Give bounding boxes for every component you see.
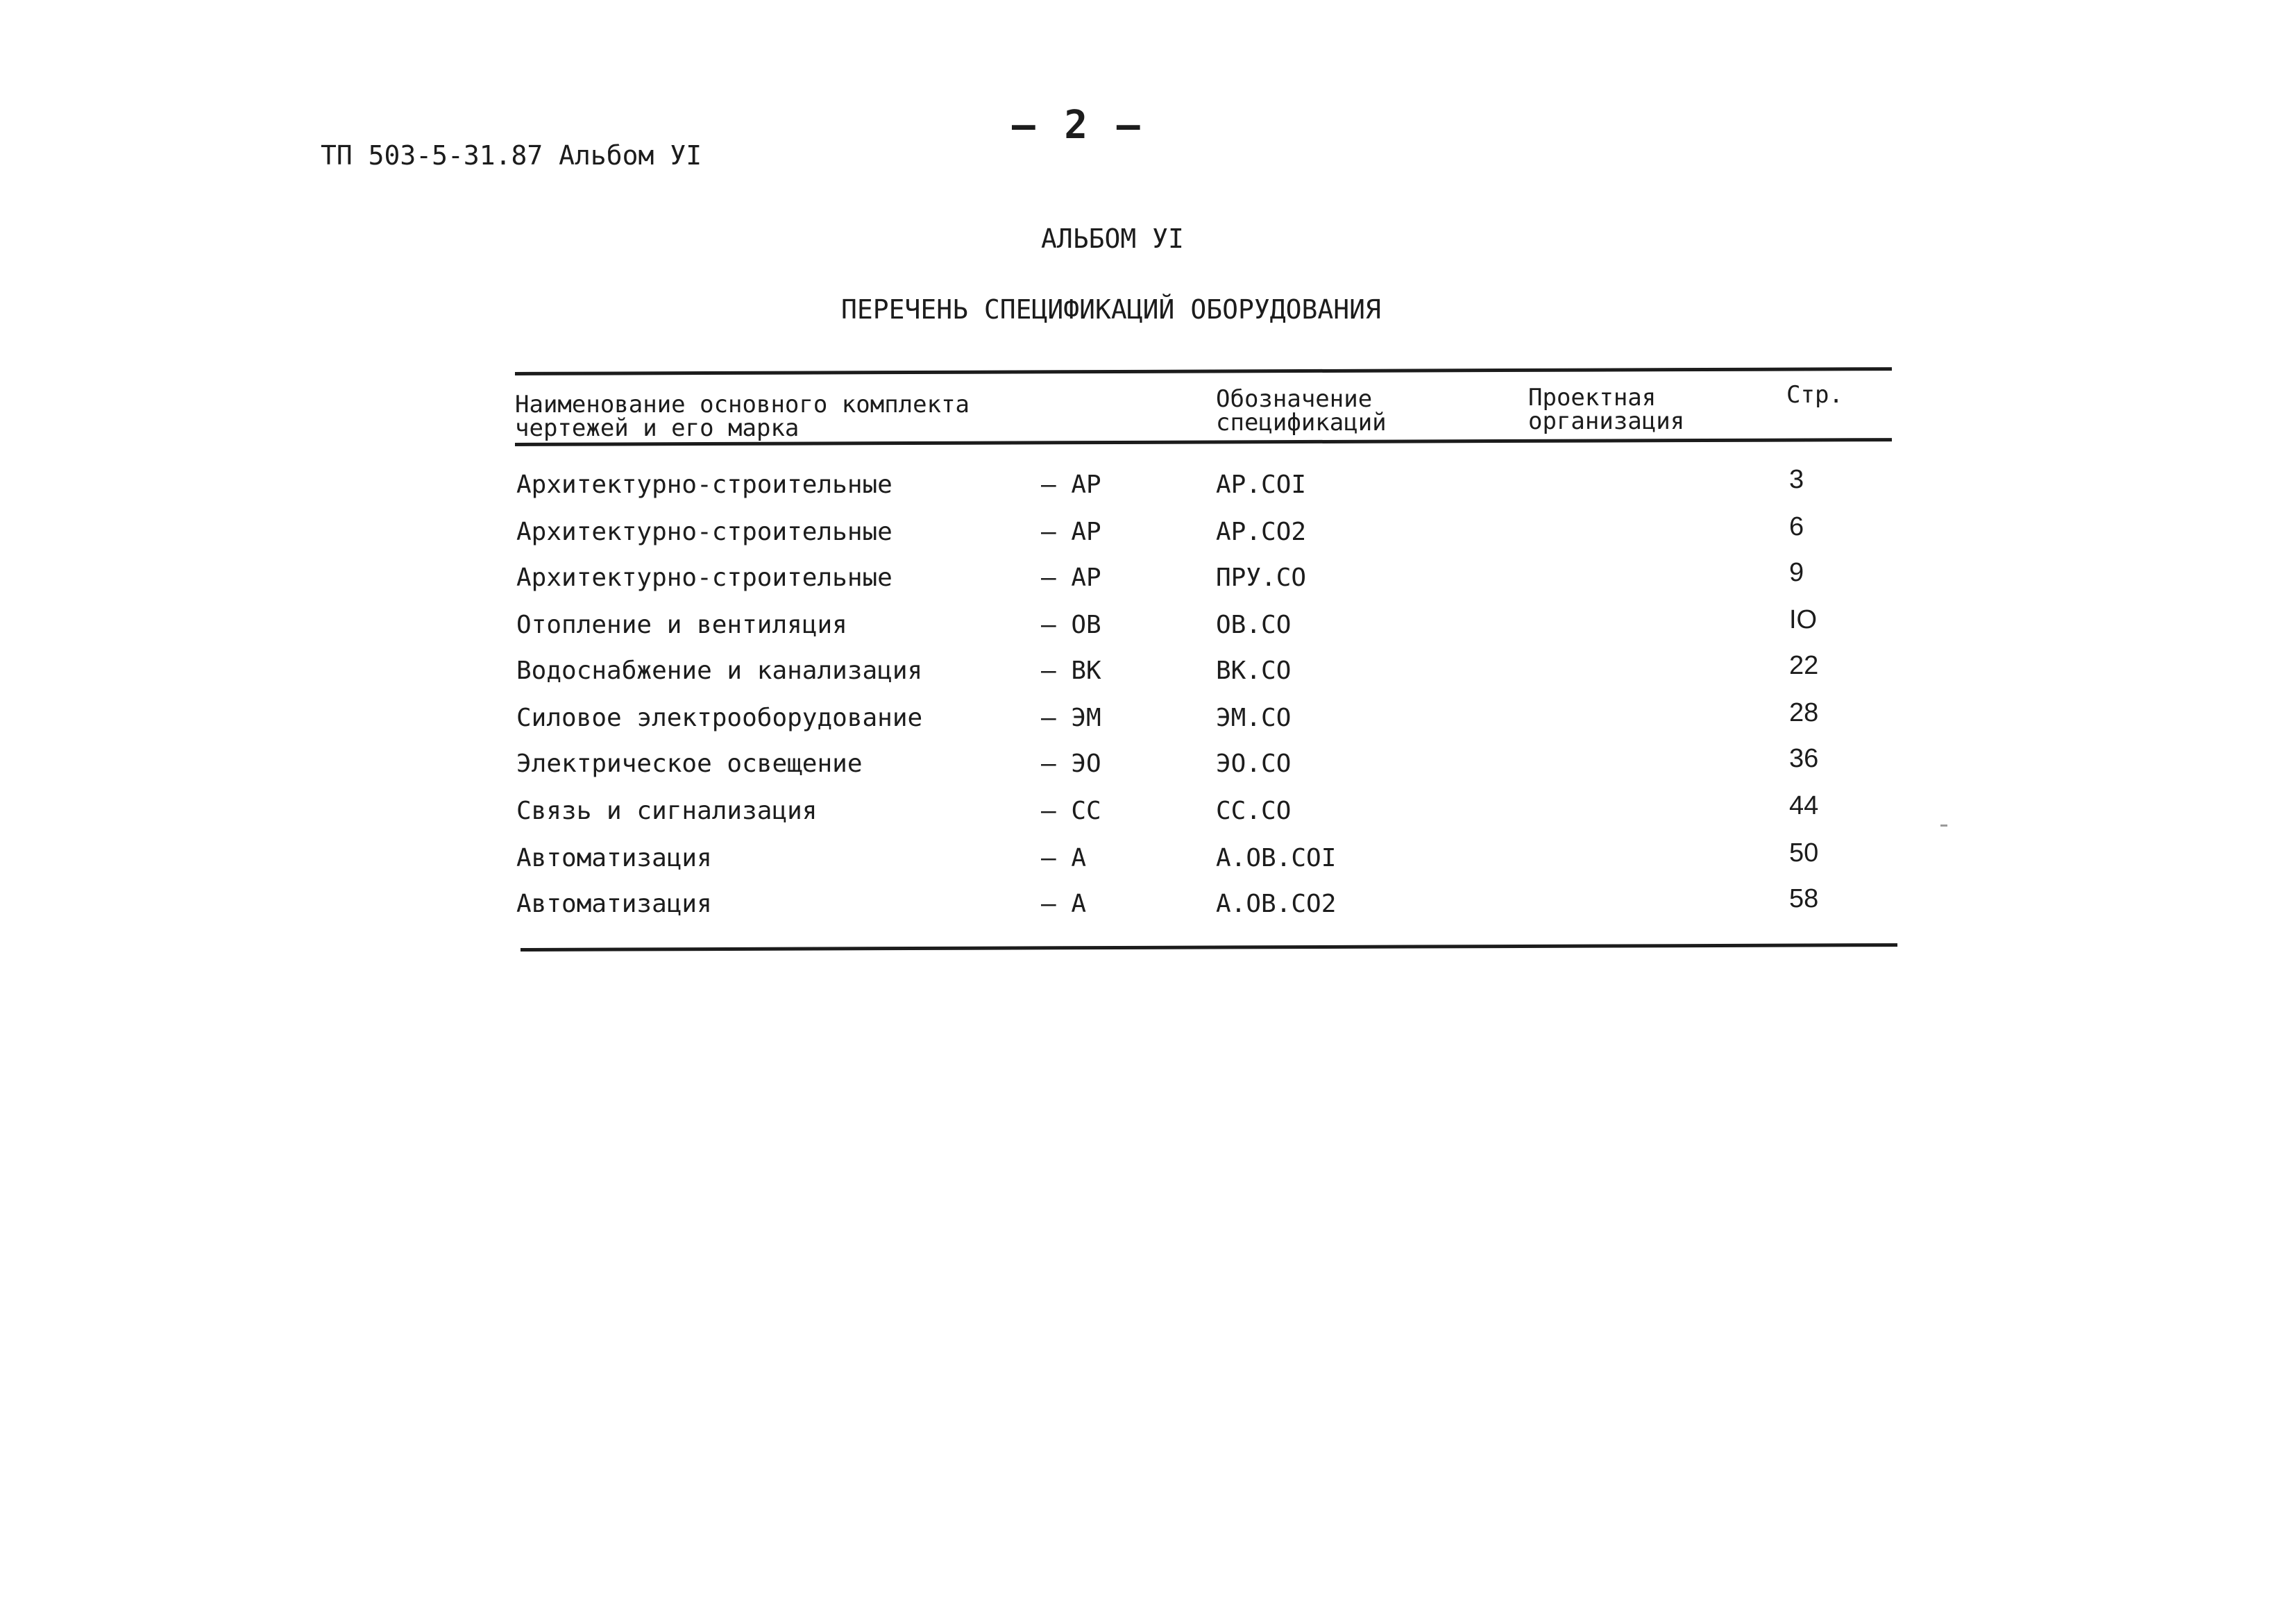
row-code: ОВ.СО	[1216, 611, 1292, 639]
row-mark: – ОВ	[1041, 611, 1101, 639]
row-page: 22	[1789, 651, 1819, 680]
row-name: Отопление и вентиляция	[516, 611, 847, 639]
row-mark: – СС	[1041, 797, 1101, 825]
table-row	[0, 558, 2293, 605]
row-name: Архитектурно-строительные	[516, 564, 892, 592]
row-page: 58	[1789, 884, 1819, 913]
row-code: СС.СО	[1216, 797, 1292, 825]
row-code: АР.СОI	[1216, 471, 1307, 499]
row-name: Автоматизация	[516, 890, 712, 918]
row-name: Силовое электрооборудование	[516, 704, 923, 732]
page-number: — 2 —	[1012, 103, 1143, 148]
column-header-name-line1: Наименование основного комплекта	[515, 391, 970, 418]
table-row	[0, 884, 2293, 931]
table-row	[0, 744, 2293, 791]
row-page: 28	[1789, 698, 1819, 727]
album-title: АЛЬБОМ УI	[1041, 223, 1184, 254]
row-code: ЭМ.СО	[1216, 704, 1292, 732]
row-mark: – ВК	[1041, 657, 1101, 685]
table-row	[0, 651, 2293, 698]
row-code: ЭО.СО	[1216, 750, 1292, 778]
row-mark: – ЭО	[1041, 750, 1101, 778]
column-header-name-line2: чертежей и его марка	[515, 414, 799, 442]
row-code: ПРУ.СО	[1216, 564, 1307, 592]
row-name: Водоснабжение и канализация	[516, 657, 923, 685]
row-name: Связь и сигнализация	[516, 797, 818, 825]
column-header-org-line2: организация	[1528, 407, 1685, 435]
column-header-org	[1528, 386, 1684, 433]
row-mark: – ЭМ	[1041, 704, 1101, 732]
row-page: 36	[1789, 744, 1819, 773]
row-code: А.ОВ.СОI	[1216, 844, 1337, 872]
row-name: Архитектурно-строительные	[516, 471, 892, 499]
column-header-page: Стр.	[1786, 381, 1843, 409]
scan-speck	[1940, 824, 1947, 827]
table-row	[0, 698, 2293, 745]
column-header-name	[515, 393, 970, 440]
row-page: 6	[1789, 512, 1804, 541]
column-header-code-line1: Обозначение	[1216, 385, 1373, 413]
table-bottom-rule	[521, 943, 1897, 951]
row-mark: – АР	[1041, 471, 1101, 499]
row-code: А.ОВ.СО2	[1216, 890, 1337, 918]
column-header-code-line2: спецификаций	[1216, 409, 1387, 437]
row-name: Электрическое освещение	[516, 750, 863, 778]
row-page: 44	[1789, 791, 1819, 820]
table-row	[0, 838, 2293, 886]
table-row	[0, 512, 2293, 559]
row-page: IO	[1789, 605, 1818, 634]
document-code: ТП 503-5-31.87 Альбом УI	[321, 140, 702, 171]
column-header-org-line1: Проектная	[1528, 384, 1657, 412]
column-header-code	[1216, 385, 1387, 437]
list-title: ПЕРЕЧЕНЬ СПЕЦИФИКАЦИЙ ОБОРУДОВАНИЯ	[841, 294, 1381, 325]
row-mark: – А	[1041, 890, 1087, 918]
table-row	[0, 791, 2293, 838]
row-code: ВК.СО	[1216, 657, 1292, 685]
row-mark: – АР	[1041, 564, 1101, 592]
row-page: 9	[1789, 558, 1804, 587]
table-row	[0, 465, 2293, 512]
row-page: 3	[1789, 465, 1804, 494]
row-name: Автоматизация	[516, 844, 712, 872]
table-row	[0, 605, 2293, 652]
row-page: 50	[1789, 838, 1819, 868]
row-mark: – А	[1041, 844, 1087, 872]
table-top-rule	[515, 367, 1892, 375]
row-mark: – АР	[1041, 518, 1101, 546]
row-code: АР.СО2	[1216, 518, 1307, 546]
row-name: Архитектурно-строительные	[516, 518, 892, 546]
